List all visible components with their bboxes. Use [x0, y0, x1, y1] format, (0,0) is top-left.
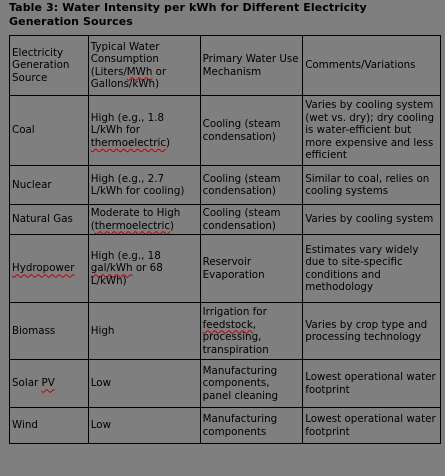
- cell-source: Solar PV: [10, 360, 89, 408]
- cell-mechanism: Manufacturing components, panel cleaning: [200, 360, 303, 408]
- cell-source: Nuclear: [10, 166, 89, 205]
- table-row: [10, 408, 441, 444]
- cell-comments: Varies by crop type and processing technology: [303, 303, 441, 360]
- header-source: Electricity Generation Source: [10, 36, 89, 96]
- table-header-row: [10, 36, 441, 96]
- table-row: [10, 96, 441, 166]
- cell-consumption: Low: [88, 408, 200, 444]
- cell-comments: Similar to coal, relies on cooling systems: [303, 166, 441, 205]
- cell-consumption: Low: [88, 360, 200, 408]
- cell-comments: Lowest operational water footprint: [303, 360, 441, 408]
- table-row: [10, 205, 441, 235]
- cell-comments: Lowest operational water footprint: [303, 408, 441, 444]
- cell-mechanism: Irrigation for feedstock, processing, transpiration: [200, 303, 303, 360]
- header-comments: Comments/Variations: [303, 36, 441, 96]
- cell-consumption: High: [88, 303, 200, 360]
- cell-comments: Varies by cooling system (wet vs. dry); dry cooling is water-efficient but more expensive and less efficient: [303, 96, 441, 166]
- cell-comments: Estimates vary widely due to site-specific conditions and methodology: [303, 235, 441, 303]
- cell-mechanism: Reservoir Evaporation: [200, 235, 303, 303]
- cell-consumption: High (e.g., 2.7 L/kWh for cooling): [88, 166, 200, 205]
- table-caption: Table 3: Water Intensity per kWh for Different Electricity Generation Sources: [9, 1, 367, 28]
- cell-consumption: High (e.g., 1.8 L/kWh for thermoelectric): [88, 96, 200, 166]
- cell-mechanism: Cooling (steam condensation): [200, 96, 303, 166]
- table-row: [10, 360, 441, 408]
- header-consumption: Typical Water Consumption (Liters/MWh or Gallons/kWh): [88, 36, 200, 96]
- cell-source: Wind: [10, 408, 89, 444]
- cell-source: Coal: [10, 96, 89, 166]
- cell-mechanism: Cooling (steam condensation): [200, 205, 303, 235]
- table-row: [10, 235, 441, 303]
- header-mechanism: Primary Water Use Mechanism: [200, 36, 303, 96]
- cell-source: Hydropower: [10, 235, 89, 303]
- table-row: [10, 303, 441, 360]
- cell-comments: Varies by cooling system: [303, 205, 441, 235]
- water-intensity-table: [9, 35, 441, 444]
- cell-consumption: High (e.g., 18 gal/kWh or 68 L/kWh): [88, 235, 200, 303]
- cell-consumption: Moderate to High (thermoelectric): [88, 205, 200, 235]
- cell-mechanism: Cooling (steam condensation): [200, 166, 303, 205]
- cell-source: Biomass: [10, 303, 89, 360]
- table-row: [10, 166, 441, 205]
- cell-source: Natural Gas: [10, 205, 89, 235]
- cell-mechanism: Manufacturing components: [200, 408, 303, 444]
